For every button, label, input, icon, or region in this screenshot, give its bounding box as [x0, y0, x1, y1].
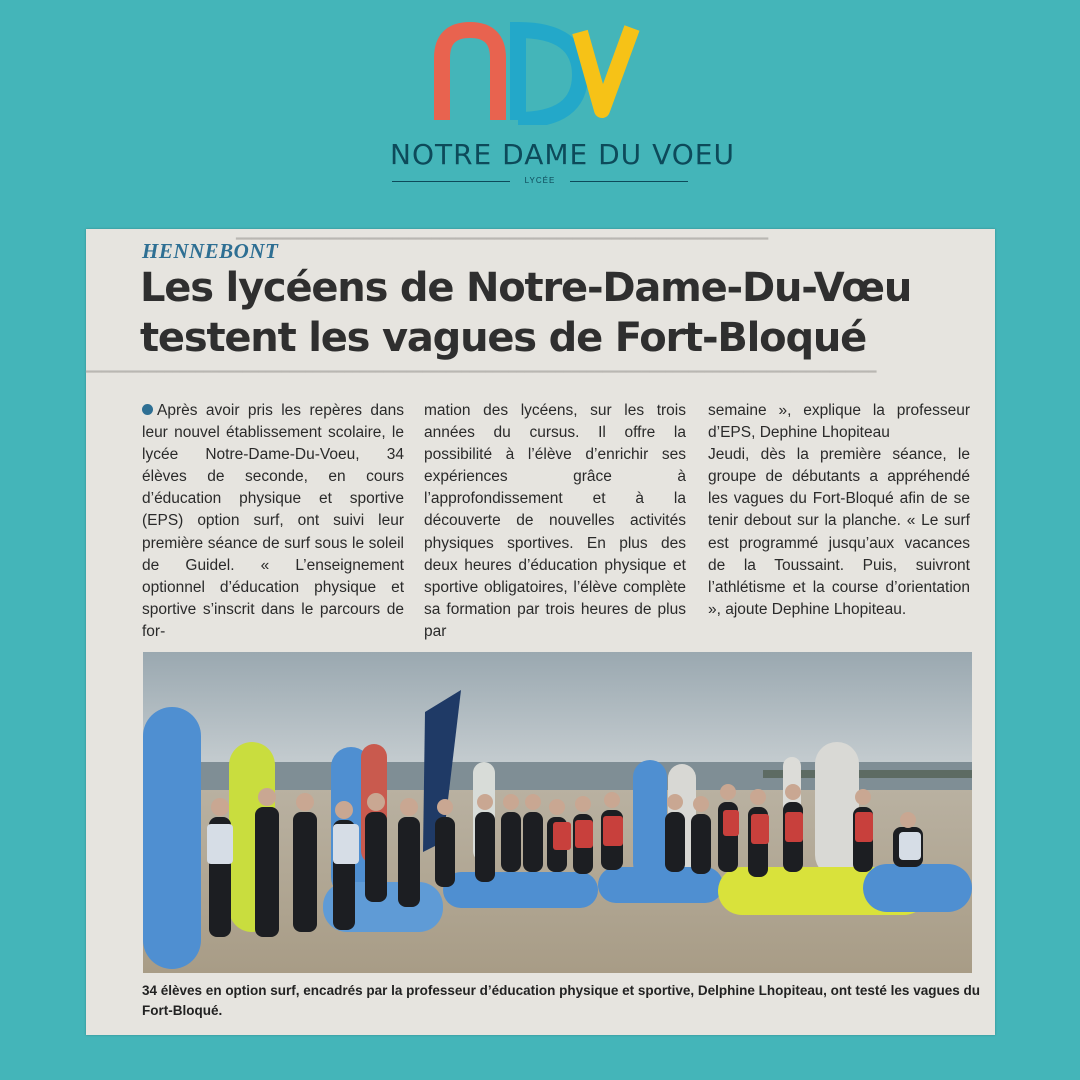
column-2-text: mation des lycéens, sur les trois années du cursus. Il offre la possibilité à l’élève d’enrichir ses expériences grâce à l’approfondissement et à la découverte de nouvelles activités physiques sportives. En plus des deux heures d’éducation physique et sportive obligatoires, l’élève complète sa formation par trois heures de plus par — [424, 402, 686, 640]
photo-caption: 34 élèves en option surf, encadrés par la professeur d’éducation physique et sportive, Delphine Lhopiteau, ont testé les vagues du Fort-Bloqué. — [142, 983, 980, 1018]
newspaper-clipping — [86, 229, 995, 1035]
article-column-3 — [708, 400, 970, 621]
bleed-through-text: ━━━━━━━━━━━━━━━━━━━━━━━━━━━━━━━━━━━━━━━━━━━━━━━━━━━━━━━━━━━━━━━━━━━━ — [236, 231, 769, 246]
bleed-through-text: ━━━━━━━━━━━━━━━━━━━━━━━━━━━━━━━━━━━━━━━━━━━━━━━━━━━━━━━━━━━━━━━━━━━━━━━━━━━━━━━━━━━━━━━━━━━━━━━━━━━━━ — [86, 364, 877, 379]
school-logo — [0, 0, 1080, 225]
headline-line-2: testent les vagues de Fort-Bloqué — [140, 315, 867, 361]
article-headline — [140, 263, 980, 363]
article-rubric: HENNEBONT — [142, 239, 279, 263]
ndv-logo-icon — [430, 20, 645, 125]
column-1-text: Après avoir pris les repères dans leur nouvel établissement scolaire, le lycée Notre-Dame-Du-Voeu, 34 élèves de seconde, en cours d’éducation physique et sportive (EPS) option surf, ont suivi leur première séance de surf sous le soleil de Guidel. « L’enseignement optionnel d’éducation physique et sportive s’inscrit dans le parcours de for- — [142, 402, 404, 640]
article-photo — [143, 652, 972, 973]
logo-rule-right — [570, 181, 688, 182]
bullet-icon — [142, 404, 153, 415]
logo-rule-left — [392, 181, 510, 182]
column-3-paragraph-1: semaine », explique la professeur d’EPS, Dephine Lhopiteau — [708, 402, 970, 442]
headline-line-1: Les lycéens de Notre-Dame-Du-Vœu — [140, 265, 912, 311]
article-column-2 — [424, 400, 686, 643]
article-column-1 — [142, 400, 404, 643]
school-name: NOTRE DAME DU VOEU — [390, 138, 735, 171]
school-subtitle: LYCÉE — [524, 176, 556, 185]
column-3-paragraph-2: Jeudi, dès la première séance, le groupe de débutants a appréhendé les vagues du Fort-Bloqué afin de se tenir debout sur la planche. « Le surf est programmé jusqu’aux vacances de la Toussaint. Puis, suivront l’athlétisme et la course d’orientation », ajoute Dephine Lhopiteau. — [708, 446, 970, 618]
surf-group-photo — [143, 652, 972, 973]
